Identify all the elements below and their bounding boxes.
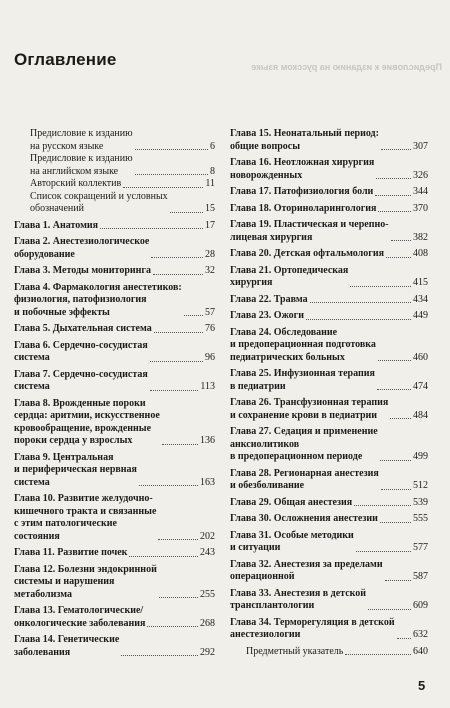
toc-chapter-number: Глава 7.: [14, 368, 51, 380]
toc-entry: [230, 559, 428, 584]
dot-leader: [135, 174, 208, 175]
toc-chapter-number: Глава 23.: [230, 310, 272, 321]
toc-chapter-number: Глава 13.: [14, 605, 56, 616]
dot-leader: [386, 257, 411, 258]
toc-entry-title: [230, 219, 389, 244]
toc-entry-title: [14, 564, 157, 602]
toc-page-number: 370: [413, 202, 428, 214]
toc-chapter-number: Глава 1.: [14, 219, 51, 231]
toc-chapter-title: Обследование и предоперационная подготовка педиатрических больных: [230, 326, 376, 363]
toc-entry-title: [230, 530, 354, 555]
toc-chapter-title: Центральная и периферическая нервная система: [14, 451, 137, 488]
toc-chapter-number: Глава 29.: [230, 496, 272, 508]
toc-entry: [14, 323, 215, 336]
dot-leader: [380, 460, 411, 461]
toc-entry: [230, 530, 428, 555]
toc-page-number: 512: [413, 480, 428, 491]
toc-entry-title: [230, 265, 348, 290]
toc-chapter-number: Глава 25.: [230, 368, 272, 379]
dot-leader: [397, 638, 411, 639]
toc-page-number: 539: [413, 496, 428, 508]
toc-entry-title: [230, 368, 375, 393]
toc-entry: [14, 128, 215, 153]
dot-leader: [385, 580, 411, 581]
toc-page-number: 268: [200, 617, 215, 629]
toc-chapter-title: Пластическая и черепно- лицевая хирургия: [230, 219, 389, 243]
toc-chapter-title: Развитие желудочно- кишечного тракта и связанные с этим патологические состояния: [14, 493, 157, 542]
toc-entry: [230, 310, 428, 323]
dot-leader: [135, 149, 208, 150]
toc-page-number: 326: [413, 169, 428, 181]
toc-chapter-title: Неотложная хирургия новорожденных: [230, 157, 375, 181]
toc-chapter-title: Трансфузионная терапия и сохранение крови в педиатрии: [230, 397, 389, 421]
toc-page-number: 8: [210, 165, 215, 177]
toc-chapter-title: Дыхательная система: [52, 323, 152, 334]
toc-page-number: 163: [200, 476, 215, 488]
toc-chapter-number: Глава 22.: [230, 293, 272, 305]
toc-entry-title: [30, 153, 133, 178]
toc-page-number: 57: [205, 306, 215, 318]
dot-leader: [378, 360, 411, 361]
toc-entry: [230, 265, 428, 290]
toc-entry-title: [230, 588, 366, 613]
toc-entry-title: [14, 369, 148, 394]
page-title: Оглавление: [14, 50, 117, 69]
dot-leader: [129, 556, 198, 557]
toc-entry: [230, 368, 428, 393]
toc-page-number: 499: [413, 451, 428, 462]
toc-chapter-title: Анатомия: [52, 219, 99, 231]
toc-entry-title: [230, 426, 378, 464]
toc-entry-title: [230, 203, 376, 216]
toc-page-number: 292: [200, 646, 215, 658]
toc-chapter-title: Сердечно-сосудистая система: [14, 339, 148, 363]
toc-chapter-number: Глава 4.: [14, 281, 51, 293]
toc-entry: [230, 248, 428, 261]
toc-page-number: 577: [413, 542, 428, 553]
toc-entry: [14, 634, 215, 659]
toc-page-number: 11: [205, 178, 215, 189]
toc-chapter-title: Анестезиологическое оборудование: [14, 236, 150, 260]
toc-page-number: 609: [413, 600, 428, 611]
toc-entry-title: [230, 294, 308, 307]
toc-chapter-number: Глава 32.: [230, 558, 272, 570]
toc-chapter-title: Генетические заболевания: [14, 634, 120, 658]
dot-leader: [380, 522, 411, 523]
toc-page-number: 474: [413, 380, 428, 392]
show-through-text: Предисловие к изданию на русском языке: [251, 62, 442, 72]
toc-chapter-number: Глава 31.: [230, 529, 272, 541]
dot-leader: [154, 332, 203, 333]
toc-entry: [14, 369, 215, 394]
toc-entry-title: [230, 617, 395, 642]
toc-entry-title: [14, 547, 127, 560]
dot-leader: [150, 361, 203, 362]
toc-chapter-title: Предисловие к изданию на русском языке: [30, 128, 133, 152]
toc-entry: [230, 617, 428, 642]
toc-entry: [230, 157, 428, 182]
toc-chapter-title: Седация и применение анксиолитиков в предоперационном периоде: [230, 426, 378, 462]
toc-entry-title: [14, 323, 152, 336]
dot-leader: [391, 240, 411, 241]
toc-entry-title: [14, 634, 119, 659]
dot-leader: [121, 655, 198, 656]
toc-entry-title: [230, 559, 383, 584]
toc-page-number: 6: [210, 140, 215, 152]
toc-chapter-number: Глава 17.: [230, 186, 272, 197]
toc-page-number: 15: [205, 203, 215, 214]
toc-chapter-number: Глава 34.: [230, 616, 272, 628]
toc-page-number: 555: [413, 513, 428, 524]
toc-entry: [230, 426, 428, 464]
toc-entry: [230, 219, 428, 244]
toc-chapter-title: Травма: [273, 293, 308, 305]
toc-chapter-title: Врожденные пороки сердца: аритмии, искусственное кровообращение, врожденные пороки сердца у взрослых: [14, 397, 160, 446]
toc-entry-title: [14, 236, 149, 261]
toc-entry: [14, 605, 215, 630]
toc-page-number: 28: [205, 248, 215, 260]
dot-leader: [306, 319, 411, 320]
toc-chapter-title: Развитие почек: [57, 547, 128, 558]
toc-entry: [14, 220, 215, 233]
page-number: 5: [418, 678, 426, 693]
toc-entry-title: [246, 646, 343, 659]
toc-page-number: 136: [200, 435, 215, 446]
toc-chapter-title: Предметный указатель: [246, 645, 344, 657]
toc-entry: [230, 128, 428, 153]
toc-chapter-title: Терморегуляция в детской анестезиологии: [230, 616, 395, 640]
toc-chapter-number: Глава 30.: [230, 513, 272, 524]
toc-entry-title: [230, 397, 388, 422]
toc-entry: [230, 397, 428, 422]
toc-entry-title: [14, 493, 156, 543]
toc-chapter-title: Патофизиология боли: [273, 186, 374, 197]
toc-page-number: 460: [413, 351, 428, 363]
dot-leader: [170, 212, 203, 213]
dot-leader: [310, 302, 411, 303]
toc-chapter-title: Общая анестезия: [273, 496, 353, 508]
toc-entry: [14, 282, 215, 320]
toc-chapter-title: Регионарная анестезия и обезболивание: [230, 467, 379, 491]
dot-leader: [158, 539, 198, 540]
toc-chapter-title: Болезни эндокринной системы и нарушения метаболизма: [14, 563, 157, 600]
toc-entry: [230, 294, 428, 307]
toc-chapter-number: Глава 28.: [230, 467, 272, 479]
toc-entry-title: [230, 128, 379, 153]
toc-page-number: 307: [413, 140, 428, 152]
toc-chapter-title: Список сокращений и условных обозначений: [30, 190, 168, 214]
toc-page-number: 408: [413, 248, 428, 259]
toc-chapter-title: Осложнения анестезии: [273, 513, 378, 524]
toc-chapter-title: Анестезия за пределами операционной: [230, 558, 383, 582]
toc-entry: [230, 497, 428, 510]
dot-leader: [376, 178, 411, 179]
toc-entry: [230, 203, 428, 216]
toc-chapter-title: Анестезия в детской трансплантологии: [230, 587, 367, 611]
toc-entry: [14, 452, 215, 490]
dot-leader: [150, 390, 199, 391]
toc-chapter-number: Глава 10.: [14, 493, 56, 504]
toc-chapter-number: Глава 16.: [230, 157, 272, 168]
toc-chapter-number: Глава 33.: [230, 587, 272, 599]
toc-entry: [14, 236, 215, 261]
toc-entry-title: [30, 191, 168, 216]
toc-chapter-number: Глава 12.: [14, 563, 56, 575]
toc-page-number: 434: [413, 293, 428, 305]
toc-entry: [230, 513, 428, 526]
toc-chapter-number: Глава 26.: [230, 397, 272, 408]
toc-chapter-title: Фармакология анестетиков: физиология, патофизиология и побочные эффекты: [14, 281, 182, 318]
toc-page-number: 640: [413, 645, 428, 657]
toc-page-number: 17: [205, 219, 215, 231]
toc-entry-title: [230, 497, 352, 510]
toc-chapter-number: Глава 5.: [14, 323, 51, 334]
toc-entry: [230, 646, 428, 659]
toc-page-number: 587: [413, 571, 428, 582]
toc-chapter-number: Глава 6.: [14, 339, 51, 351]
toc-chapter-number: Глава 14.: [14, 634, 56, 645]
toc-entry-title: [30, 178, 121, 191]
toc-entry: [14, 547, 215, 560]
toc-entry: [230, 588, 428, 613]
toc-chapter-title: Оториноларингология: [273, 202, 377, 214]
toc-entry-title: [230, 157, 374, 182]
toc-chapter-number: Глава 21.: [230, 264, 272, 276]
dot-leader: [356, 551, 411, 552]
toc-entry-title: [230, 327, 376, 365]
toc-chapter-title: Неонатальный период: общие вопросы: [230, 128, 379, 152]
toc-chapter-number: Глава 8.: [14, 397, 51, 409]
toc-entry-title: [14, 340, 148, 365]
dot-leader: [350, 286, 411, 287]
toc-chapter-title: Предисловие к изданию на английском языке: [30, 153, 133, 177]
toc-chapter-title: Гематологические/ онкологические заболевания: [14, 605, 146, 629]
toc-entry-title: [230, 186, 373, 199]
toc-entry-title: [14, 452, 137, 490]
toc-chapter-number: Глава 2.: [14, 236, 51, 247]
toc-entry-title: [14, 398, 160, 448]
toc-entry: [14, 493, 215, 543]
dot-leader: [378, 211, 411, 212]
toc-page-number: 344: [413, 186, 428, 197]
dot-leader: [162, 444, 198, 445]
toc-entry-title: [14, 265, 151, 278]
toc-entry: [14, 191, 215, 216]
toc-entry: [230, 327, 428, 365]
toc-entry-title: [14, 282, 182, 320]
toc-entry-title: [230, 310, 304, 323]
dot-leader: [381, 489, 411, 490]
toc-chapter-number: Глава 9.: [14, 451, 51, 463]
dot-leader: [151, 257, 203, 258]
toc-entry-title: [14, 220, 98, 233]
toc-entry-title: [230, 468, 379, 493]
toc-entry-title: [30, 128, 133, 153]
toc-entry: [14, 398, 215, 448]
toc-page-number: 202: [200, 530, 215, 542]
toc-chapter-number: Глава 3.: [14, 265, 51, 276]
toc-page-number: 632: [413, 629, 428, 640]
toc-chapter-number: Глава 19.: [230, 219, 272, 230]
toc-page-number: 32: [205, 265, 215, 276]
dot-leader: [100, 228, 203, 229]
toc-chapter-title: Методы мониторинга: [52, 265, 151, 276]
toc-chapter-title: Сердечно-сосудистая система: [14, 368, 148, 392]
toc-page-number: 484: [413, 409, 428, 421]
toc-page-number: 76: [205, 323, 215, 334]
dot-leader: [345, 654, 411, 655]
toc-chapter-number: Глава 27.: [230, 426, 272, 437]
dot-leader: [153, 274, 203, 275]
toc-chapter-number: Глава 15.: [230, 128, 272, 139]
toc-entry: [230, 468, 428, 493]
toc-page-number: 415: [413, 277, 428, 288]
toc-chapter-title: Ортопедическая хирургия: [230, 264, 349, 288]
toc-chapter-title: Авторский коллектив: [30, 178, 122, 189]
toc-page-number: 449: [413, 310, 428, 321]
dot-leader: [377, 389, 411, 390]
dot-leader: [123, 187, 203, 188]
dot-leader: [147, 626, 198, 627]
dot-leader: [159, 597, 198, 598]
toc-entry: [14, 153, 215, 178]
toc-chapter-title: Инфузионная терапия в педиатрии: [230, 368, 375, 392]
toc-page-number: 255: [200, 588, 215, 600]
toc-chapter-title: Особые методики и ситуации: [230, 529, 354, 553]
toc-page-number: 382: [413, 231, 428, 243]
dot-leader: [139, 485, 198, 486]
toc-entry: [14, 178, 215, 191]
toc-chapter-title: Детская офтальмология: [273, 248, 384, 259]
toc-entry: [14, 265, 215, 278]
toc-chapter-number: Глава 11.: [14, 547, 55, 558]
toc-entry-title: [230, 513, 378, 526]
toc-entry-title: [14, 605, 145, 630]
dot-leader: [184, 315, 203, 316]
toc-entry: [230, 186, 428, 199]
toc-chapter-title: Ожоги: [273, 310, 304, 321]
dot-leader: [368, 609, 411, 610]
toc-entry-title: [230, 248, 384, 261]
toc-column-right: [230, 128, 428, 658]
toc-page-number: 96: [205, 352, 215, 363]
toc-entry: [14, 340, 215, 365]
toc-column-left: [14, 128, 215, 659]
dot-leader: [390, 418, 411, 419]
dot-leader: [354, 505, 411, 506]
toc-chapter-number: Глава 24.: [230, 326, 272, 338]
toc-page-number: 113: [200, 381, 215, 392]
dot-leader: [375, 195, 411, 196]
dot-leader: [381, 149, 411, 150]
toc-chapter-number: Глава 20.: [230, 248, 272, 259]
toc-page-number: 243: [200, 547, 215, 558]
toc-chapter-number: Глава 18.: [230, 202, 272, 214]
toc-entry: [14, 564, 215, 602]
